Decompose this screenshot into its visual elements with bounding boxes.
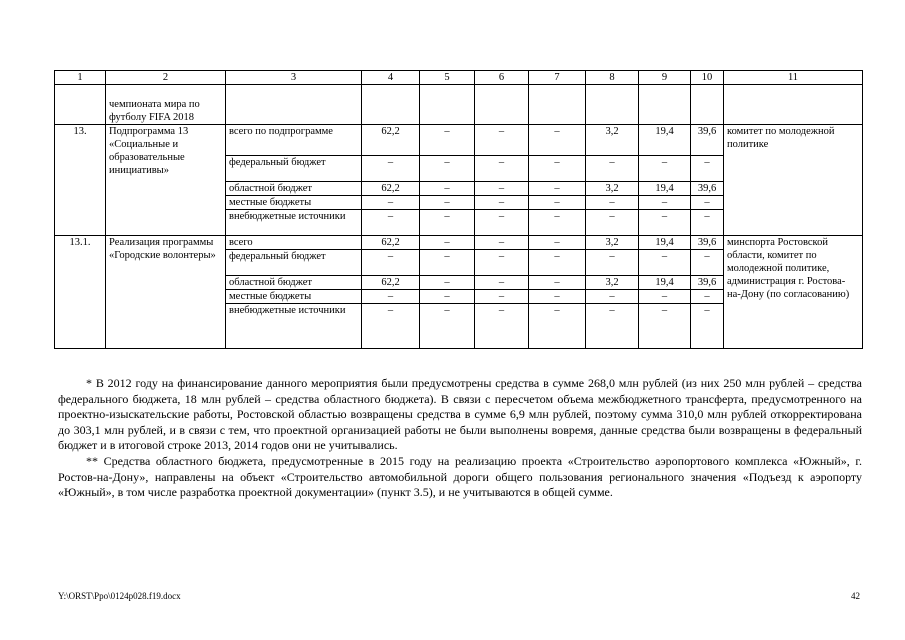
- value-cell-9: –: [639, 156, 691, 182]
- value-cell-6: –: [475, 236, 529, 250]
- value-cell-9: 19,4: [639, 276, 691, 290]
- value-cell-6: –: [475, 276, 529, 290]
- value-cell-7: –: [529, 236, 586, 250]
- value-cell-4: –: [362, 304, 420, 349]
- col-header-6: 6: [475, 71, 529, 85]
- value-cell-4: –: [362, 156, 420, 182]
- value-cell-9: 19,4: [639, 182, 691, 196]
- funding-source: федеральный бюджет: [226, 156, 362, 182]
- value-cell-10: 39,6: [691, 276, 724, 290]
- value-cell-5: –: [420, 250, 475, 276]
- value-cell-7: –: [529, 250, 586, 276]
- block-13-1-program-name: Реализация программы «Городские волонтеры»: [106, 236, 226, 349]
- value-cell-7: –: [529, 156, 586, 182]
- value-cell-6: –: [475, 250, 529, 276]
- value-cell-4: –: [362, 290, 420, 304]
- cont-num-cell: [55, 85, 106, 125]
- value-cell-4: –: [362, 250, 420, 276]
- funding-source: областной бюджет: [226, 276, 362, 290]
- value-cell-8: –: [586, 304, 639, 349]
- block-13-program-name: Подпрограмма 13 «Социальные и образовательные инициативы»: [106, 125, 226, 236]
- col-header-5: 5: [420, 71, 475, 85]
- block-13-executor: комитет по молодежной политике: [724, 125, 863, 236]
- value-cell-10: –: [691, 250, 724, 276]
- funding-source: областной бюджет: [226, 182, 362, 196]
- footnote-2: ** Средства областного бюджета, предусмотренные в 2015 году на реализацию проекта «Строительство аэропортового комплекса «Южный», г. Ростов-на-Дону», направлены на объект «Строительство автомобильной дороги общего пользования регионального значения «Подъезд к аэропорту «Южный», в том числе разработка проектной документации» (пункт 3.5), и не учитываются в общей сумме.: [58, 453, 862, 500]
- cont-name-cell: чемпионата мира по футболу FIFA 2018: [106, 85, 226, 125]
- value-cell-5: –: [420, 236, 475, 250]
- value-cell-8: 3,2: [586, 182, 639, 196]
- value-cell-10: –: [691, 196, 724, 210]
- col-header-8: 8: [586, 71, 639, 85]
- value-cell-4: –: [362, 210, 420, 236]
- col-header-11: 11: [724, 71, 863, 85]
- file-path: Y:\ORST\Ppo\0124p028.f19.docx: [58, 591, 181, 601]
- value-cell-5: –: [420, 210, 475, 236]
- value-cell-10: 39,6: [691, 236, 724, 250]
- funding-source: всего: [226, 236, 362, 250]
- value-cell-10: 39,6: [691, 125, 724, 156]
- funding-source: внебюджетные источники: [226, 210, 362, 236]
- funding-source: всего по подпрограмме: [226, 125, 362, 156]
- value-cell-8: –: [586, 250, 639, 276]
- col-header-10: 10: [691, 71, 724, 85]
- value-cell-6: –: [475, 290, 529, 304]
- value-cell-10: –: [691, 304, 724, 349]
- value-cell-4: 62,2: [362, 182, 420, 196]
- value-cell-10: –: [691, 156, 724, 182]
- value-cell-7: –: [529, 182, 586, 196]
- value-cell-9: –: [639, 210, 691, 236]
- col-header-2: 2: [106, 71, 226, 85]
- value-cell-4: 62,2: [362, 236, 420, 250]
- value-cell-7: –: [529, 210, 586, 236]
- col-header-4: 4: [362, 71, 420, 85]
- funding-source: внебюджетные источники: [226, 304, 362, 349]
- value-cell-8: 3,2: [586, 125, 639, 156]
- value-cell-8: –: [586, 196, 639, 210]
- col-header-9: 9: [639, 71, 691, 85]
- continuation-row: [55, 85, 863, 125]
- value-cell-5: –: [420, 290, 475, 304]
- block-13-1-row: [55, 236, 863, 250]
- value-cell-6: –: [475, 156, 529, 182]
- value-cell-5: –: [420, 196, 475, 210]
- value-cell-9: –: [639, 196, 691, 210]
- value-cell-8: 3,2: [586, 236, 639, 250]
- value-cell-7: –: [529, 196, 586, 210]
- value-cell-9: –: [639, 250, 691, 276]
- funding-source: федеральный бюджет: [226, 250, 362, 276]
- funding-source: местные бюджеты: [226, 290, 362, 304]
- value-cell-6: –: [475, 210, 529, 236]
- block-13-1-number: 13.1.: [55, 236, 106, 349]
- block-13-row: [55, 125, 863, 156]
- value-cell-5: –: [420, 276, 475, 290]
- col-header-1: 1: [55, 71, 106, 85]
- value-cell-6: –: [475, 196, 529, 210]
- block-13-number: 13.: [55, 125, 106, 236]
- value-cell-5: –: [420, 304, 475, 349]
- value-cell-10: 39,6: [691, 182, 724, 196]
- value-cell-6: –: [475, 304, 529, 349]
- budget-table: [54, 70, 863, 349]
- value-cell-8: 3,2: [586, 276, 639, 290]
- value-cell-6: –: [475, 125, 529, 156]
- footnote-1: * В 2012 году на финансирование данного мероприятия были предусмотрены средства в сумме 268,0 млн рублей (из них 250 млн рублей – средства федерального бюджета, 18 млн рублей – средства областного бюджета). В связи с пересчетом объема межбюджетного трансферта, предусмотренного на проектно-изыскательские работы, Ростовской областью возвращены средства в сумме 6,9 млн рублей, поэтому сумма 310,0 млн рублей откорректирована до 303,1 млн рублей, и в связи с тем, что проектной организацией работы не были выполнены вовремя, данные средства были возвращены в федеральный бюджет и в итоговой строке 2013, 2014 годов они не учитывались.: [58, 376, 862, 453]
- value-cell-4: –: [362, 196, 420, 210]
- value-cell-9: 19,4: [639, 125, 691, 156]
- value-cell-5: –: [420, 182, 475, 196]
- footnotes: [58, 376, 862, 501]
- page-number: 42: [851, 591, 860, 601]
- value-cell-8: –: [586, 210, 639, 236]
- value-cell-6: –: [475, 182, 529, 196]
- value-cell-7: –: [529, 290, 586, 304]
- value-cell-4: 62,2: [362, 276, 420, 290]
- value-cell-5: –: [420, 156, 475, 182]
- col-header-7: 7: [529, 71, 586, 85]
- value-cell-8: –: [586, 156, 639, 182]
- value-cell-7: –: [529, 276, 586, 290]
- block-13-1-executor: минспорта Ростовской области, комитет по молодежной политике, администрация г. Ростова-на-Дону (по согласованию): [724, 236, 863, 349]
- value-cell-7: –: [529, 304, 586, 349]
- value-cell-7: –: [529, 125, 586, 156]
- value-cell-5: –: [420, 125, 475, 156]
- value-cell-9: 19,4: [639, 236, 691, 250]
- column-number-row: [55, 71, 863, 85]
- funding-source: местные бюджеты: [226, 196, 362, 210]
- value-cell-9: –: [639, 290, 691, 304]
- value-cell-4: 62,2: [362, 125, 420, 156]
- col-header-3: 3: [226, 71, 362, 85]
- value-cell-9: –: [639, 304, 691, 349]
- value-cell-8: –: [586, 290, 639, 304]
- value-cell-10: –: [691, 290, 724, 304]
- value-cell-10: –: [691, 210, 724, 236]
